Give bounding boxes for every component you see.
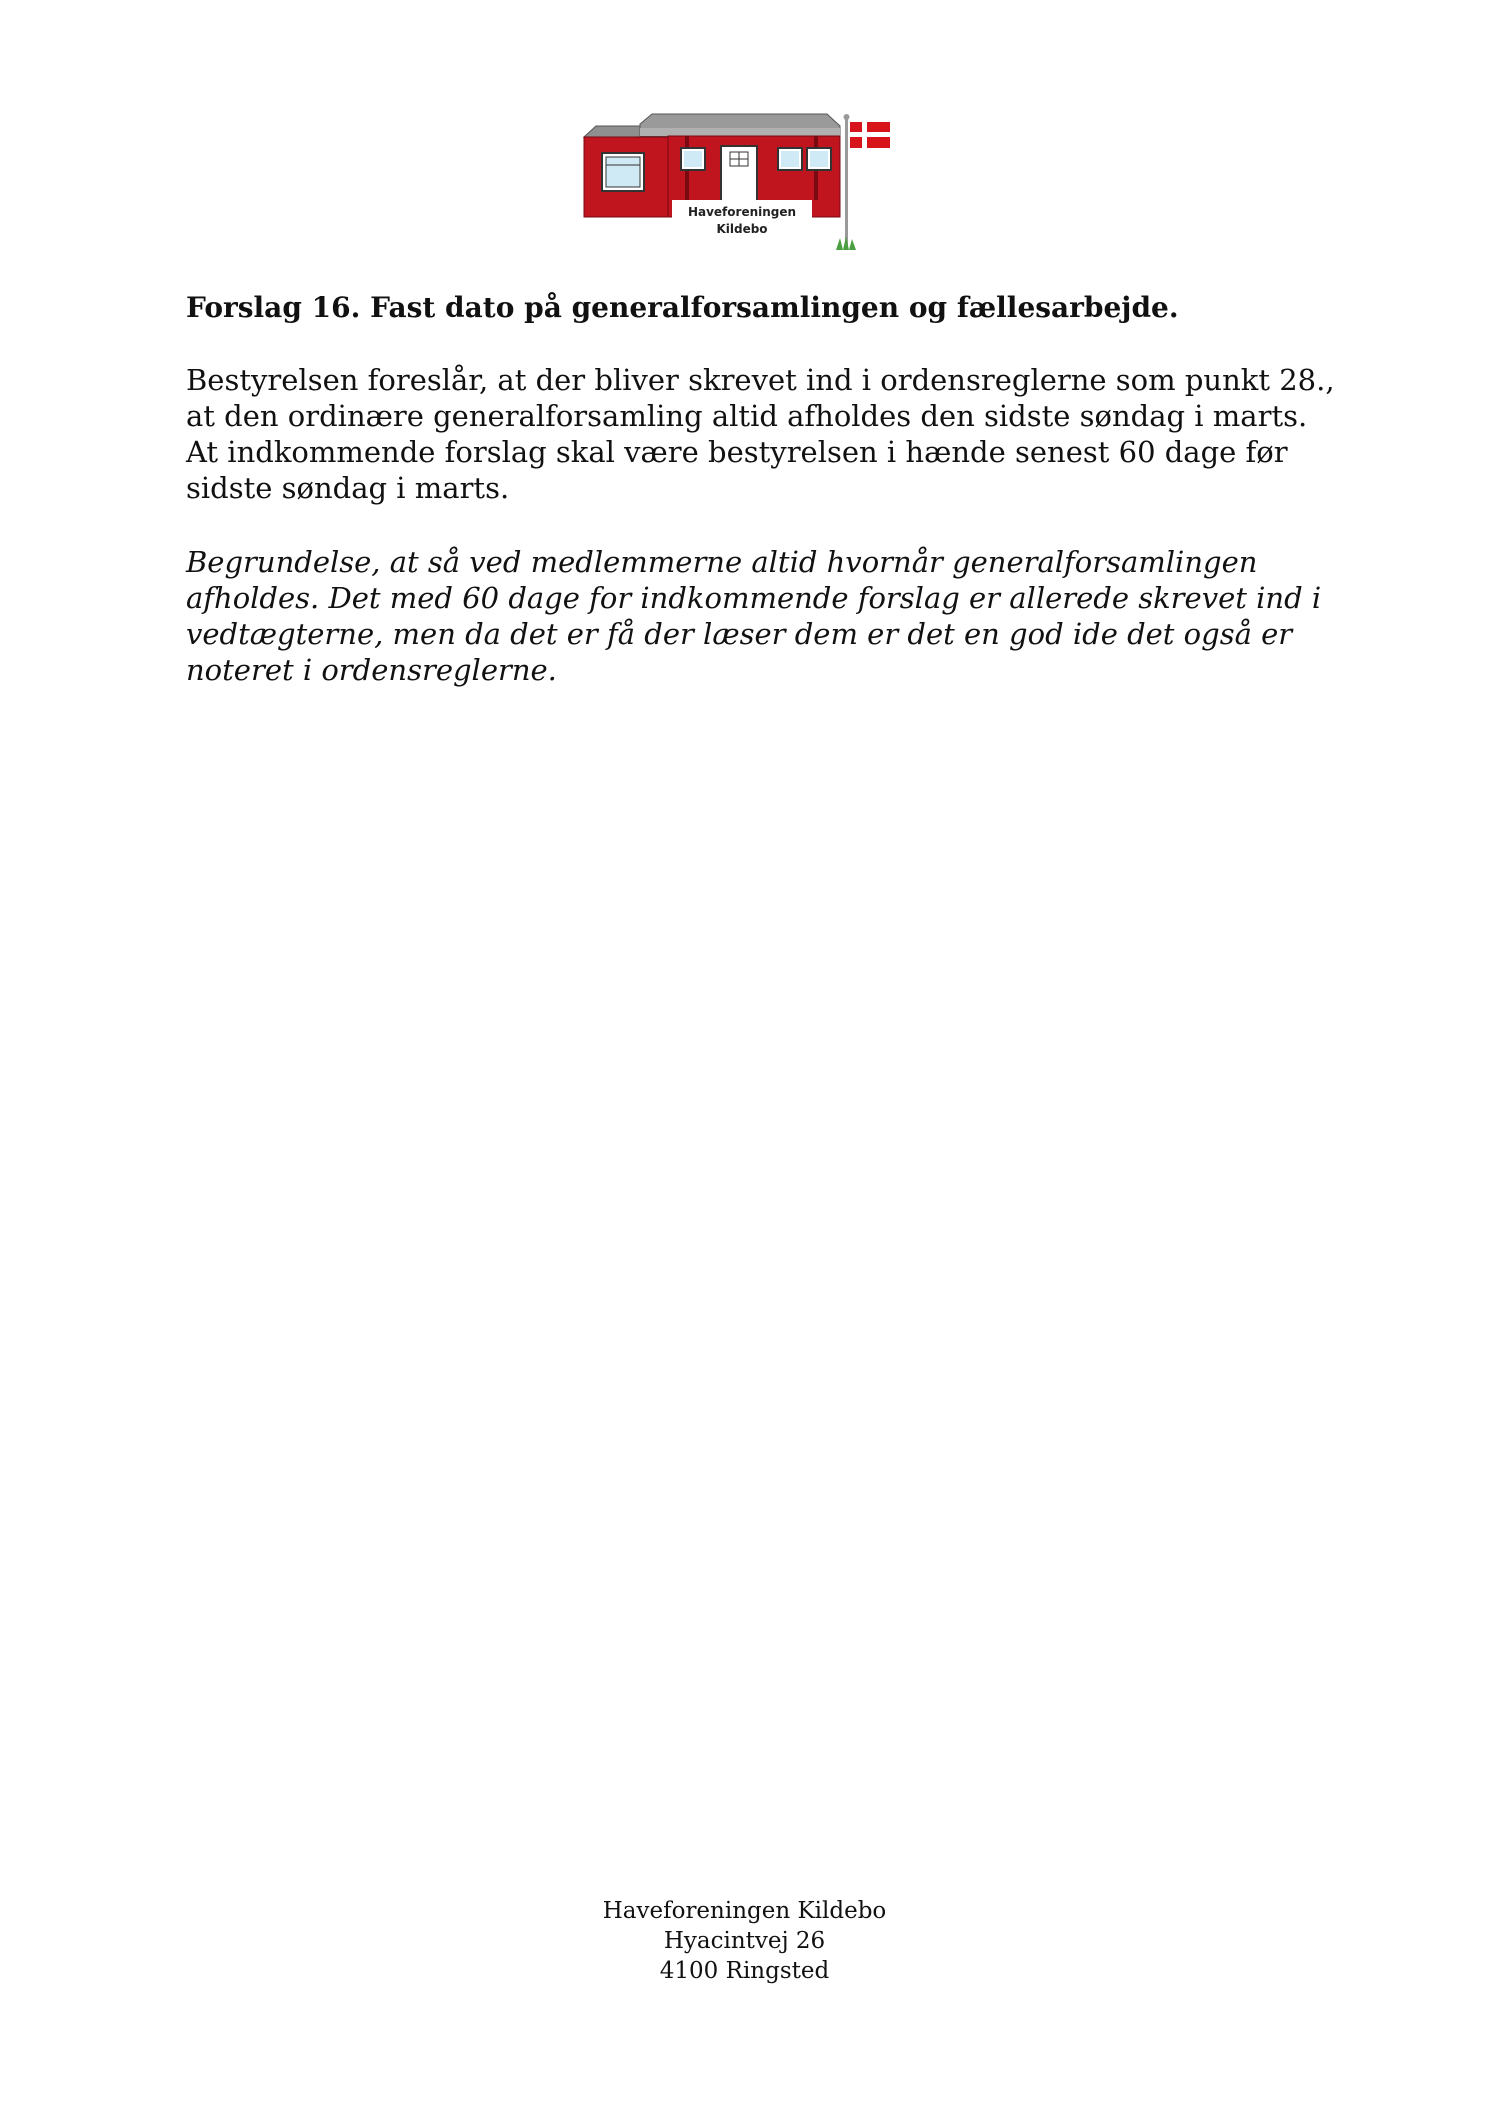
footer-city: 4100 Ringsted (659, 1958, 830, 1984)
footer-organization: Haveforeningen Kildebo (602, 1898, 887, 1924)
house-with-danish-flag-logo-icon (582, 112, 902, 260)
proposal-heading: Forslag 16. Fast dato på generalforsamlingen og fællesarbejde. (186, 291, 1179, 324)
proposal-text: Bestyrelsen foreslår, at der bliver skrevet ind i ordensreglerne som punkt 28., at den ordinære generalforsamling altid afholdes den sidste søndag i marts. At indkommende forslag skal være bestyrelsen i hænde senest 60 dage før sidste søndag i marts. (186, 363, 1335, 505)
association-logo (582, 112, 902, 260)
footer-address (0, 1896, 1489, 1986)
footer-street: Hyacintvej 26 (663, 1928, 826, 1954)
document-body (186, 290, 1346, 726)
proposal-justification: Begrundelse, at så ved medlemmerne altid hvornår generalforsamlingen afholdes. Det med 60 dage for indkommende forslag er allerede skrevet ind i vedtægterne, men da det er få der læser dem er det en god ide det også er noteret i ordensreglerne. (186, 545, 1322, 687)
logo-text-line2: Kildebo (716, 222, 768, 236)
logo-text-line1: Haveforeningen (687, 205, 797, 219)
